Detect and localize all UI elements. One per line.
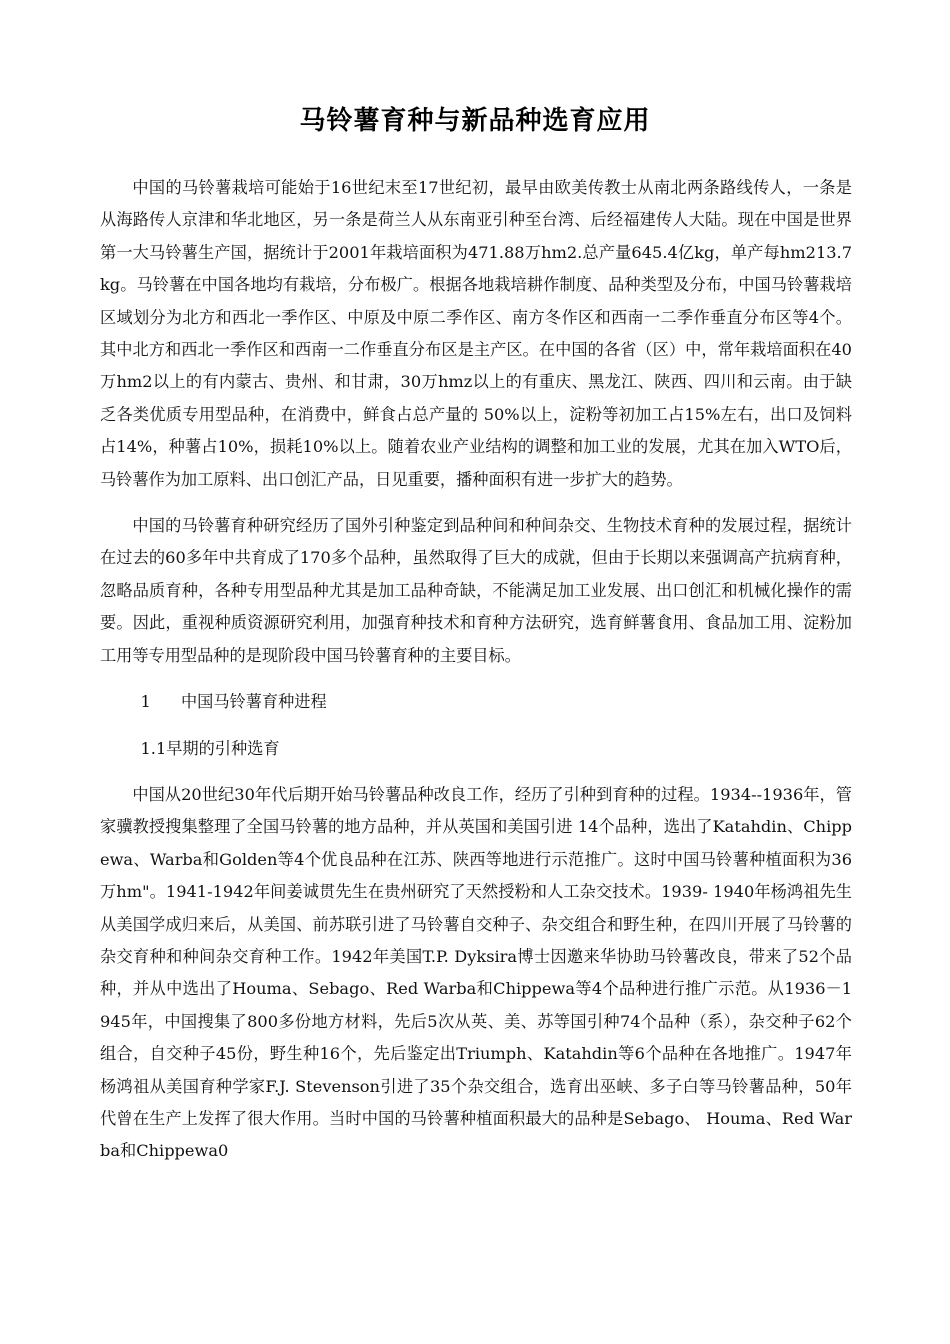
paragraph-early-introduction: 中国从20世纪30年代后期开始马铃薯品种改良工作，经历了引种到育种的过程。1934--1936年，管家骥教授搜集整理了全国马铃薯的地方品种，并从英国和美国引进 14个品种，选出了Katahdin、Chippewa、Warba和Golden等4个优良品种在江苏、陕西等地进行示范推广。这时中国马铃薯种植面积为36万hm"。1941-1942年间姜诚贯先生在贵州研究了天然授粉和人工杂交技术。1939- 1940年杨鸿祖先生从美国学成归来后，从美国、前苏联引进了马铃薯自交种子、杂交组合和野生种，在四川开展了马铃薯的杂交育种和种间杂交育种工作。1942年美国T.P. Dyksira博士因邀来华协助马铃薯改良，带来了52个品种，并从中选出了Houma、Sebago、Red Warba和Chippewa等4个品种进行推广示范。从1936－1945年，中国搜集了800多份地方材料，先后5次从英、美、苏等国引种74个品种（系），杂交种子62个组合，自交种子45份，野生种16个，先后鉴定出Triumph、Katahdin等6个品种在各地推广。1947年杨鸿祖从美国育种学家F.J. Stevenson引进了35个杂交组合，选育出巫峡、多子白等马铃薯品种，50年代曾在生产上发挥了很大作用。当时中国的马铃薯种植面积最大的品种是Sebago、 Houma、Red Warba和Chippewa0 bbox=[100, 784, 852, 1161]
section-heading-1 bbox=[100, 686, 852, 718]
section-heading-1-1: 1.1早期的引种选育 bbox=[140, 738, 280, 758]
document-title: 马铃薯育种与新品种选育应用 bbox=[299, 106, 651, 136]
paragraph-breeding-history: 中国的马铃薯育种研究经历了国外引种鉴定到品种间和种间杂交、生物技术育种的发展过程，据统计在过去的60多年中共育成了170多个品种，虽然取得了巨大的成就，但由于长期以来强调高产抗病育种，忽略品质育种，各种专用型品种尤其是加工品种奇缺，不能满足加工业发展、出口创汇和机械化操作的需要。因此，重视种质资源研究利用，加强育种技术和育种方法研究，选育鲜薯食用、食品加工用、淀粉加工用等专用型品种的是现阶段中国马铃薯育种的主要目标。 bbox=[100, 516, 852, 665]
document-body bbox=[100, 172, 852, 1168]
section-title: 中国马铃薯育种进程 bbox=[181, 692, 327, 712]
section-number: 1 bbox=[140, 692, 151, 712]
paragraph-intro: 中国的马铃薯栽培可能始于16世纪末至17世纪初，最早由欧美传教士从南北两条路线传人，一条是从海路传人京津和华北地区，另一条是荷兰人从东南亚引种至台湾、后经福建传人大陆。现在中国是世界第一大马铃薯生产国，据统计于2001年栽培面积为471.88万hm2.总产量645.4亿kg，单产每hm213.7kg。马铃薯在中国各地均有栽培，分布极广。根据各地栽培耕作制度、品种类型及分布，中国马铃薯栽培区域划分为北方和西北一季作区、中原及中原二季作区、南方冬作区和西南一二季作垂直分布区等4个。其中北方和西北一季作区和西南一二作垂直分布区是主产区。在中国的各省（区）中，常年栽培面积在40万hm2以上的有内蒙古、贵州、和甘肃，30万hmz以上的有重庆、黑龙江、陕西、四川和云南。由于缺乏各类优质专用型品种，在消费中，鲜食占总产量的 50%以上，淀粉等初加工占15%左右，出口及饲料占14%，种薯占10%，损耗10%以上。随着农业产业结构的调整和加工业的发展，尤其在加入WTO后，马铃薯作为加工原料、出口创汇产品，日见重要，播种面积有进一步扩大的趋势。 bbox=[100, 178, 852, 489]
